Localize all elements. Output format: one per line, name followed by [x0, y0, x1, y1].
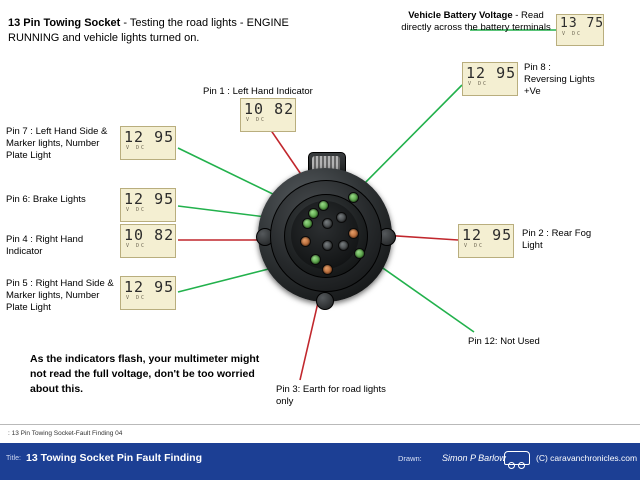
socket-pin-3 — [322, 264, 333, 275]
document-reference: : 13 Pin Towing Socket-Fault Finding 04 — [8, 430, 123, 437]
socket-pin-12 — [354, 248, 365, 259]
socket-pin-6 — [302, 218, 313, 229]
meter-pin1-units: V DC — [246, 117, 267, 123]
battery-note — [392, 10, 560, 34]
label-pin5: Pin 5 : Right Hand Side & Marker lights, Number Plate Light — [6, 278, 114, 313]
meter-pin7-value: 12 95 — [124, 128, 175, 146]
meter-pin1-value: 10 82 — [244, 100, 295, 118]
meter-pin1 — [240, 98, 296, 132]
meter-pin8-units: V DC — [468, 81, 489, 87]
footer-copyright: (C) caravanchronicles.com — [536, 453, 638, 463]
socket-pin-4 — [300, 236, 311, 247]
footer-drawn-by: Simon P Barlow — [442, 453, 506, 463]
battery-note-strong: Vehicle Battery Voltage — [408, 10, 513, 21]
label-pin7: Pin 7 : Left Hand Side & Marker lights, Number Plate Light — [6, 126, 108, 161]
socket-pin-1 — [318, 200, 329, 211]
socket-pin-7 — [308, 208, 319, 219]
meter-pin5-units: V DC — [126, 295, 147, 301]
socket-pin-10 — [336, 212, 347, 223]
label-pin1: Pin 1 : Left Hand Indicator — [203, 86, 313, 97]
label-pin12: Pin 12: Not Used — [468, 336, 540, 347]
label-pin8: Pin 8 : Reversing Lights +Ve — [524, 62, 595, 97]
socket-pin-13 — [322, 240, 333, 251]
socket-pin-5 — [310, 254, 321, 265]
meter-battery — [556, 14, 604, 46]
footer-title: 13 Towing Socket Pin Fault Finding — [26, 452, 202, 464]
label-pin6: Pin 6: Brake Lights — [6, 194, 86, 205]
meter-pin2-value: 12 95 — [462, 226, 513, 244]
meter-battery-units: V DC — [562, 31, 583, 37]
meter-pin2 — [458, 224, 514, 258]
meter-pin7-units: V DC — [126, 145, 147, 151]
meter-pin4-units: V DC — [126, 243, 147, 249]
meter-pin6-units: V DC — [126, 207, 147, 213]
meter-pin4 — [120, 224, 176, 258]
caravan-wheel-right — [518, 462, 525, 469]
meter-pin7 — [120, 126, 176, 160]
page-title-rest: - Testing the road lights - ENGINE RUNNING and vehicle lights turned on. — [8, 17, 289, 44]
label-pin2: Pin 2 : Rear Fog Light — [522, 228, 592, 251]
socket-pin-2 — [348, 228, 359, 239]
socket-pin-9 — [322, 218, 333, 229]
footer-bar — [0, 443, 640, 480]
caravan-icon — [504, 451, 530, 468]
meter-pin5 — [120, 276, 176, 310]
meter-pin6-value: 12 95 — [124, 190, 175, 208]
label-pin3: Pin 3: Earth for road lights only — [276, 384, 386, 407]
meter-battery-value: 13 75 — [560, 16, 605, 31]
footer-drawn-label: Drawn: — [398, 454, 422, 463]
caravan-wheel-left — [508, 462, 515, 469]
socket-pin-11 — [338, 240, 349, 251]
meter-pin6 — [120, 188, 176, 222]
label-pin4: Pin 4 : Right Hand Indicator — [6, 234, 84, 257]
meter-pin4-value: 10 82 — [124, 226, 175, 244]
socket-mount-bottom — [316, 292, 334, 310]
page-title-strong: 13 Pin Towing Socket — [8, 17, 121, 29]
meter-pin5-value: 12 95 — [124, 278, 175, 296]
meter-pin2-units: V DC — [464, 243, 485, 249]
footer-title-label: Title: — [6, 455, 21, 462]
footer-divider — [0, 424, 640, 425]
towing-socket-illustration — [250, 150, 400, 310]
battery-note-rest: - Read directly across the battery terminals — [401, 10, 551, 33]
page-title — [8, 16, 328, 46]
indicator-note: As the indicators flash, your multimeter might not read the full voltage, don't be too worried about this. — [30, 353, 260, 395]
socket-pin-8 — [348, 192, 359, 203]
meter-pin8-value: 12 95 — [466, 64, 517, 82]
meter-pin8 — [462, 62, 518, 96]
